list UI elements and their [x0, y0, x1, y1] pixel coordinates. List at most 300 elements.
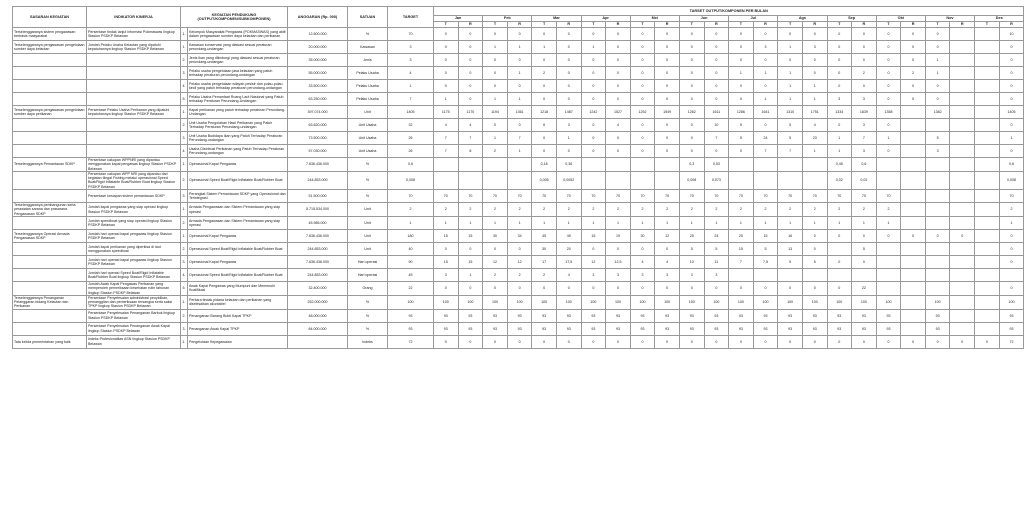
kegiatan-cell: Unit Usaha Pengolahan Hasil Perikanan yang Patuh Terhadap Peraturan Perundang-undangan	[188, 119, 288, 132]
monthly-realisasi-cell: 0	[901, 229, 926, 242]
monthly-realisasi-cell: 0	[507, 242, 532, 255]
target-cell: 70	[388, 190, 434, 203]
sasaran-cell	[13, 255, 87, 268]
monthly-realisasi-cell	[950, 145, 975, 158]
monthly-target-cell: 0	[827, 119, 852, 132]
monthly-realisasi-cell: 0	[507, 28, 532, 41]
indikator-cell	[87, 67, 181, 80]
monthly-target-cell: 0	[729, 28, 754, 41]
monthly-realisasi-cell: 0	[655, 54, 680, 67]
monthly-realisasi-cell: 4	[458, 119, 483, 132]
header-satuan: SATUAN	[348, 7, 388, 28]
monthly-target-cell: 0	[876, 145, 901, 158]
satuan-cell: Hari operasi	[348, 268, 388, 281]
kegiatan-cell: Usaha Distribusi Perikanan yang Patuh Terhadap Peraturan Perundang-undangan	[188, 145, 288, 158]
target-cell: 0,6	[388, 158, 434, 172]
monthly-realisasi-cell: 0	[606, 335, 631, 348]
indikator-cell: Jumlah hari operasi Speed Boat/Rigid Inflatable Boat/Rubber Boat lingkup Stasiun PSDKP Belawan	[87, 268, 181, 281]
monthly-target-cell: 1	[925, 54, 950, 67]
monthly-target-cell: 0,005	[532, 171, 557, 189]
satuan-cell: Pelaku Usaha	[348, 80, 388, 93]
table-row	[13, 295, 1024, 309]
monthly-target-cell: 1286	[729, 106, 754, 119]
monthly-realisasi-cell: 0	[901, 28, 926, 41]
monthly-realisasi-cell: 4	[655, 255, 680, 268]
monthly-target-cell: 93	[778, 322, 803, 335]
monthly-realisasi-cell	[950, 80, 975, 93]
monthly-target-cell: 0	[925, 93, 950, 106]
monthly-target-cell: 0	[483, 80, 508, 93]
monthly-realisasi-cell	[950, 119, 975, 132]
target-subheader: T	[434, 22, 459, 28]
monthly-realisasi-cell: 5	[852, 242, 877, 255]
monthly-target-cell: 2	[483, 145, 508, 158]
monthly-realisasi-cell: 100	[704, 295, 729, 309]
monthly-realisasi-cell	[950, 295, 975, 309]
monthly-target-cell: 93	[827, 309, 852, 322]
month-header: Nov	[925, 16, 974, 22]
monthly-target-cell: 0	[434, 28, 459, 41]
monthly-realisasi-cell: 1	[507, 216, 532, 229]
monthly-target-cell: 0	[827, 255, 852, 268]
monthly-realisasi-cell: 3	[606, 268, 631, 281]
kegiatan-cell: Operasional Speed Boat/Rigid Inflatable Boat/Rubber Boat	[188, 171, 288, 189]
indikator-cell: Persentase Pelaku Usaha Perikanan yang dipatuhi kepatuhannya lingkup Stasiun PSDKP Belawan	[87, 106, 181, 119]
monthly-realisasi-cell: 100	[655, 295, 680, 309]
anggaran-cell: 45.985.000	[288, 216, 348, 229]
monthly-realisasi-cell: 2	[556, 203, 581, 217]
monthly-realisasi-cell	[901, 171, 926, 189]
monthly-target-cell: 1	[729, 67, 754, 80]
monthly-target-cell: 0	[434, 335, 459, 348]
monthly-target-cell	[778, 268, 803, 281]
monthly-target-cell: 100	[532, 295, 557, 309]
monthly-target-cell: 0	[827, 229, 852, 242]
monthly-realisasi-cell: 0	[802, 28, 827, 41]
monthly-realisasi-cell: 0	[556, 54, 581, 67]
monthly-realisasi-cell: 0	[999, 229, 1024, 242]
monthly-realisasi-cell: 8	[458, 145, 483, 158]
monthly-target-cell	[778, 171, 803, 189]
monthly-target-cell: 1	[778, 67, 803, 80]
monthly-target-cell: 1	[679, 216, 704, 229]
sasaran-cell: Terselenggaranya Penanganan Pelanggaran bidang Kelautan dan Perikanan	[13, 295, 87, 309]
item-number-cell: 2.	[181, 309, 188, 322]
monthly-realisasi-cell: 1	[507, 67, 532, 80]
target-subheader: T	[581, 22, 606, 28]
monthly-target-cell: 0	[630, 335, 655, 348]
monthly-target-cell: 1	[532, 216, 557, 229]
realisasi-subheader: R	[556, 22, 581, 28]
monthly-target-cell: 12	[483, 255, 508, 268]
monthly-target-cell: 0	[827, 28, 852, 41]
monthly-realisasi-cell: 0	[852, 80, 877, 93]
monthly-realisasi-cell: 93	[606, 322, 631, 335]
monthly-realisasi-cell: 12,5	[606, 255, 631, 268]
monthly-realisasi-cell: 0	[458, 80, 483, 93]
kegiatan-cell: Pengelolaan Kepegawaian	[188, 335, 288, 348]
monthly-target-cell: 0	[778, 281, 803, 295]
monthly-target-cell: 2	[532, 67, 557, 80]
table-row	[13, 281, 1024, 295]
monthly-realisasi-cell: 93	[507, 309, 532, 322]
monthly-target-cell: 25	[679, 229, 704, 242]
monthly-target-cell: 0	[434, 54, 459, 67]
monthly-realisasi-cell	[901, 119, 926, 132]
table-row	[13, 54, 1024, 67]
monthly-target-cell: 3	[679, 268, 704, 281]
monthly-realisasi-cell: 0,073	[704, 171, 729, 189]
target-cell: 100	[388, 295, 434, 309]
monthly-target-cell: 0,02	[827, 171, 852, 189]
monthly-target-cell: 1310	[778, 106, 803, 119]
monthly-target-cell	[925, 158, 950, 172]
monthly-target-cell: 100	[778, 295, 803, 309]
monthly-realisasi-cell	[901, 281, 926, 295]
monthly-target-cell: 2	[434, 203, 459, 217]
monthly-target-cell: 2	[532, 203, 557, 217]
realisasi-subheader: R	[704, 22, 729, 28]
realisasi-subheader: R	[802, 22, 827, 28]
monthly-target-cell	[630, 171, 655, 189]
monthly-realisasi-cell	[950, 67, 975, 80]
kegiatan-cell: Perkara tindak pidana kelautan dan perikanan yang diselesaikan akuntabel	[188, 295, 288, 309]
monthly-target-cell	[975, 67, 1000, 80]
monthly-target-cell: 0	[581, 335, 606, 348]
monthly-target-cell: 5	[778, 132, 803, 145]
satuan-cell: Pelaku Usaha	[348, 93, 388, 106]
header-kegiatan: KEGIATAN PENDUKUNG (OUTPUT/KOMPONEN/SUBKOMPONEN)	[181, 7, 288, 28]
monthly-realisasi-cell: 0	[802, 67, 827, 80]
monthly-target-cell: 0	[729, 335, 754, 348]
satuan-cell: Jenis	[348, 54, 388, 67]
target-cell: 4	[388, 67, 434, 80]
realisasi-subheader: R	[606, 22, 631, 28]
monthly-target-cell: 93	[434, 309, 459, 322]
target-subheader: T	[483, 22, 508, 28]
monthly-target-cell	[827, 242, 852, 255]
monthly-realisasi-cell: 0	[999, 281, 1024, 295]
monthly-target-cell	[434, 158, 459, 172]
monthly-realisasi-cell: 93	[556, 309, 581, 322]
monthly-target-cell: 0	[876, 335, 901, 348]
monthly-realisasi-cell: 0	[753, 28, 778, 41]
monthly-target-cell: 3	[827, 93, 852, 106]
monthly-target-cell	[975, 28, 1000, 41]
monthly-target-cell: 70	[729, 190, 754, 203]
monthly-target-cell: 93	[630, 322, 655, 335]
monthly-realisasi-cell: 70	[999, 190, 1024, 203]
monthly-target-cell: 7	[778, 145, 803, 158]
monthly-target-cell: 0	[925, 28, 950, 41]
monthly-realisasi-cell	[753, 171, 778, 189]
indikator-cell: Persentase cakupan WPP NRI yang dipantau dari kegiatan Illegal Fishing melalui operasional Speed Boat/Rigid Inflatable Boat/Rubber Boat lingkup Stasiun PSDKP Belawan	[87, 171, 181, 189]
monthly-realisasi-cell: 0	[458, 67, 483, 80]
monthly-realisasi-cell: 0	[655, 67, 680, 80]
monthly-realisasi-cell: 0	[901, 335, 926, 348]
monthly-realisasi-cell: 0	[901, 80, 926, 93]
monthly-target-cell: 0	[581, 28, 606, 41]
monthly-realisasi-cell: 0,0052	[556, 171, 581, 189]
kegiatan-cell: Pelaku usaha pengelolaan wilayah pesisir dan pulau-pulau kecil yang patuh terhadap peraturan perundang-undangan	[188, 80, 288, 93]
monthly-target-cell: 0	[876, 93, 901, 106]
monthly-target-cell: 70	[483, 190, 508, 203]
monthly-target-cell: 70	[581, 190, 606, 203]
monthly-realisasi-cell	[802, 158, 827, 172]
monthly-realisasi-cell: 93	[655, 322, 680, 335]
monthly-target-cell: 1	[925, 67, 950, 80]
monthly-target-cell: 0	[925, 41, 950, 54]
monthly-realisasi-cell: 0	[458, 41, 483, 54]
monthly-realisasi-cell: 0	[753, 54, 778, 67]
monthly-realisasi-cell: 70	[556, 190, 581, 203]
table-row	[13, 41, 1024, 54]
table-row	[13, 242, 1024, 255]
monthly-target-cell: 0	[729, 80, 754, 93]
monthly-realisasi-cell: 0	[606, 93, 631, 106]
monthly-realisasi-cell	[950, 281, 975, 295]
monthly-realisasi-cell: 24	[753, 132, 778, 145]
monthly-target-cell: 2	[778, 203, 803, 217]
monthly-target-cell: 0	[483, 54, 508, 67]
monthly-realisasi-cell: 0	[704, 41, 729, 54]
monthly-realisasi-cell: 0	[606, 132, 631, 145]
monthly-realisasi-cell: 1	[999, 132, 1024, 145]
target-cell: 2	[388, 203, 434, 217]
monthly-target-cell: 3	[630, 268, 655, 281]
satuan-cell: Unit	[348, 242, 388, 255]
monthly-realisasi-cell: 3	[852, 119, 877, 132]
monthly-realisasi-cell: 0	[901, 93, 926, 106]
target-cell: 1	[388, 80, 434, 93]
monthly-target-cell: 0	[630, 132, 655, 145]
monthly-target-cell: 0	[434, 80, 459, 93]
monthly-target-cell	[876, 171, 901, 189]
monthly-target-cell: 2	[729, 203, 754, 217]
monthly-target-cell: 45	[532, 229, 557, 242]
realisasi-subheader: R	[655, 22, 680, 28]
monthly-realisasi-cell: 1	[753, 93, 778, 106]
indikator-cell: Jumlah hari operasi kapal pengawas lingkup Stasiun PSDKP Belawan	[87, 255, 181, 268]
monthly-target-cell	[975, 158, 1000, 172]
satuan-cell: Unit	[348, 106, 388, 119]
monthly-target-cell: 0	[827, 54, 852, 67]
monthly-target-cell: 0,45	[827, 158, 852, 172]
anggaran-cell: 33.500.000	[288, 80, 348, 93]
item-number-cell: 2.	[181, 171, 188, 189]
satuan-cell: Unit Usaha	[348, 132, 388, 145]
anggaran-cell: 57.030.000	[288, 145, 348, 158]
table-body	[13, 28, 1024, 349]
monthly-realisasi-cell: 0	[852, 28, 877, 41]
monthly-target-cell: 1	[827, 216, 852, 229]
monthly-realisasi-cell	[655, 171, 680, 189]
indikator-cell	[87, 54, 181, 67]
anggaran-cell: 244.853.000	[288, 242, 348, 255]
monthly-realisasi-cell: 0,008	[999, 171, 1024, 189]
target-cell: 1	[388, 216, 434, 229]
monthly-target-cell	[729, 268, 754, 281]
monthly-target-cell: 5	[778, 255, 803, 268]
satuan-cell: Unit Usaha	[348, 119, 388, 132]
item-number-cell: 4.	[181, 145, 188, 158]
target-cell: 1405	[388, 106, 434, 119]
monthly-realisasi-cell	[901, 255, 926, 268]
monthly-target-cell: 1218	[532, 106, 557, 119]
monthly-target-cell: 1252	[630, 106, 655, 119]
monthly-target-cell	[876, 255, 901, 268]
monthly-target-cell: 16	[778, 229, 803, 242]
item-number-cell: 4.	[181, 80, 188, 93]
indikator-cell: Jumlah Pelaku Usaha Kelautan yang dipatuhi kepatuhannya lingkup Stasiun PSDKP Belawan	[87, 41, 181, 54]
monthly-realisasi-cell: 0	[704, 93, 729, 106]
anggaran-cell: 20.000.000	[288, 41, 348, 54]
monthly-target-cell: 2	[581, 203, 606, 217]
monthly-realisasi-cell	[753, 158, 778, 172]
monthly-target-cell: 0	[434, 242, 459, 255]
monthly-realisasi-cell: 1527	[606, 106, 631, 119]
monthly-target-cell: 30	[532, 242, 557, 255]
monthly-target-cell: 0	[630, 145, 655, 158]
item-number-cell: 1.	[181, 106, 188, 119]
target-subheader: T	[729, 22, 754, 28]
header-sasaran: SASARAN KEGIATAN	[13, 7, 87, 28]
kegiatan-cell: Penanganan Barang Bukti Kapal TPKP	[188, 309, 288, 322]
monthly-target-cell: 0	[876, 119, 901, 132]
monthly-realisasi-cell: 1641	[753, 106, 778, 119]
indikator-cell: Persentase Penyelesaian Penanganan Awak Kapal lingkup Stasiun PSDKP Belawan	[87, 322, 181, 335]
monthly-target-cell: 1	[483, 216, 508, 229]
monthly-realisasi-cell: 0	[556, 80, 581, 93]
target-subheader: T	[778, 22, 803, 28]
monthly-realisasi-cell: 93	[458, 309, 483, 322]
monthly-target-cell: 0	[434, 67, 459, 80]
realisasi-subheader: R	[950, 22, 975, 28]
monthly-realisasi-cell: 2	[606, 203, 631, 217]
monthly-realisasi-cell: 0	[606, 28, 631, 41]
month-header: Jul	[729, 16, 778, 22]
monthly-target-cell: 10	[679, 255, 704, 268]
monthly-realisasi-cell: 0	[753, 335, 778, 348]
satuan-cell: Unit Usaha	[348, 145, 388, 158]
monthly-target-cell: 2	[827, 203, 852, 217]
sasaran-cell: Terselenggaranya Operasi Armada Pengawasan SDKP	[13, 229, 87, 242]
indikator-cell: Persentase Penyelesaian administrasi penyidikan, pemanggilan dan pemeriksaan tersangka serta saksi TPKP lingkup Stasiun PSDKP Belawan	[87, 295, 181, 309]
monthly-realisasi-cell: 0	[655, 119, 680, 132]
table-row	[13, 203, 1024, 217]
monthly-target-cell: 0	[581, 119, 606, 132]
monthly-target-cell	[975, 106, 1000, 119]
kegiatan-cell: Armada Pengawasan dan Sistem Pemantauan yang siap operasi	[188, 203, 288, 217]
monthly-target-cell: 15	[581, 229, 606, 242]
monthly-realisasi-cell: 100	[556, 295, 581, 309]
monthly-target-cell: 0	[778, 54, 803, 67]
monthly-target-cell: 0	[532, 145, 557, 158]
monthly-realisasi-cell: 0	[704, 80, 729, 93]
monthly-realisasi-cell: 1	[655, 216, 680, 229]
monthly-realisasi-cell: 3	[852, 145, 877, 158]
monthly-target-cell: 0	[483, 28, 508, 41]
monthly-realisasi-cell: 93	[458, 322, 483, 335]
monthly-target-cell: 1	[729, 216, 754, 229]
monthly-realisasi-cell: 70	[852, 190, 877, 203]
monthly-realisasi-cell: 1839	[852, 106, 877, 119]
monthly-target-cell: 93	[876, 309, 901, 322]
monthly-target-cell	[975, 229, 1000, 242]
monthly-target-cell: 1	[778, 93, 803, 106]
target-cell: 32	[388, 119, 434, 132]
monthly-realisasi-cell: 0	[655, 335, 680, 348]
monthly-target-cell: 0	[925, 80, 950, 93]
monthly-target-cell	[925, 119, 950, 132]
monthly-realisasi-cell: 100	[802, 295, 827, 309]
kegiatan-cell: Operasional Speed Boat/Rigid Inflatable Boat/Rubber Boat	[188, 268, 288, 281]
monthly-target-cell	[729, 158, 754, 172]
monthly-realisasi-cell: 0	[556, 281, 581, 295]
satuan-cell: Kawasan	[348, 41, 388, 54]
sasaran-cell	[13, 309, 87, 322]
monthly-realisasi-cell	[950, 41, 975, 54]
monthly-target-cell	[975, 203, 1000, 217]
sasaran-cell: Terselenggaranya pengawasan pengelolaan sumber daya kelautan	[13, 41, 87, 54]
monthly-realisasi-cell: 0	[556, 28, 581, 41]
indikator-cell: Indeks Profesionalitas ASN lingkup Stasiun PSDKP Belawan	[87, 335, 181, 348]
item-number-cell: 2.	[181, 216, 188, 229]
satuan-cell: %	[348, 190, 388, 203]
table-row	[13, 190, 1024, 203]
target-cell: 72	[388, 335, 434, 348]
monthly-target-cell: 2	[679, 203, 704, 217]
monthly-target-cell: 30	[483, 229, 508, 242]
table-row	[13, 28, 1024, 41]
monthly-target-cell: 1	[483, 93, 508, 106]
monthly-target-cell: 1	[532, 41, 557, 54]
monthly-realisasi-cell: 3	[802, 41, 827, 54]
monthly-realisasi-cell: 12	[507, 255, 532, 268]
item-number-cell: 3.	[181, 190, 188, 203]
monthly-target-cell: 1	[434, 93, 459, 106]
anggaran-cell: 244.853.000	[288, 171, 348, 189]
satuan-cell: Pelaku Usaha	[348, 67, 388, 80]
monthly-realisasi-cell: 11	[704, 255, 729, 268]
header-target-per-bulan: TARSET OUTPUT/KOMPONEN PER BULAN	[434, 7, 1024, 16]
indikator-cell: Jumlah hari operasi kapal pengawas lingkup Stasiun PSDKP Belawan	[87, 229, 181, 242]
monthly-realisasi-cell: 70	[606, 190, 631, 203]
monthly-realisasi-cell: 1	[458, 268, 483, 281]
monthly-realisasi-cell: 3	[704, 268, 729, 281]
monthly-target-cell: 100	[434, 295, 459, 309]
table-row	[13, 322, 1024, 335]
kegiatan-cell: Kelompok Masyarakat Pengawas (POKMASWAS) yang aktif dalam pengawasan sumber daya kelautan dan perikanan	[188, 28, 288, 41]
indikator-cell: Jumlah Awak Kapal Pengawas Perikanan yang memperoleh pemeriksaan kesehatan rutin tahunan lingkup Stasiun PSDKP Belawan	[87, 281, 181, 295]
target-cell: 0,008	[388, 171, 434, 189]
monthly-realisasi-cell: 0	[999, 54, 1024, 67]
monthly-realisasi-cell	[901, 242, 926, 255]
monthly-realisasi-cell: 0	[753, 80, 778, 93]
monthly-target-cell	[975, 145, 1000, 158]
satuan-cell: Unit	[348, 203, 388, 217]
monthly-realisasi-cell: 93	[802, 309, 827, 322]
monthly-target-cell: 17	[532, 255, 557, 268]
monthly-realisasi-cell: 15	[458, 229, 483, 242]
sasaran-cell	[13, 80, 87, 93]
monthly-target-cell: 0	[532, 335, 557, 348]
monthly-target-cell: 0	[581, 80, 606, 93]
monthly-realisasi-cell: 0	[655, 93, 680, 106]
monthly-realisasi-cell	[950, 309, 975, 322]
monthly-realisasi-cell: 93	[606, 309, 631, 322]
monthly-realisasi-cell: 0	[655, 41, 680, 54]
